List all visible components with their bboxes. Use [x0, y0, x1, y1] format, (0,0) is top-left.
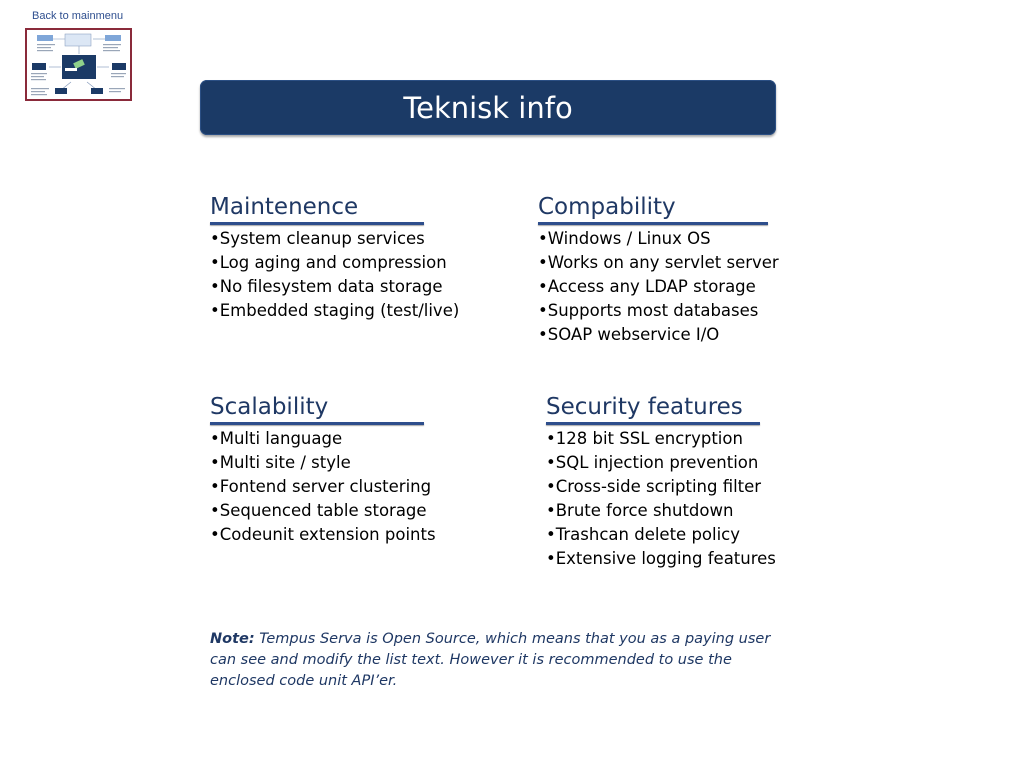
section-heading: Security features [546, 394, 743, 420]
list-item: •Extensive logging features [546, 549, 776, 568]
heading-underline [210, 222, 424, 225]
section-maintenence [210, 193, 459, 323]
list-item: •Fontend server clustering [210, 477, 432, 496]
list-item: •Trashcan delete policy [546, 525, 741, 544]
list-item: •Works on any servlet server [538, 253, 779, 272]
list-item: •Windows / Linux OS [538, 229, 711, 248]
list-item: •Access any LDAP storage [538, 277, 756, 296]
list-item: •Log aging and compression [210, 253, 447, 272]
note-label: Note: [210, 631, 255, 647]
section-heading: Maintenence [210, 194, 359, 220]
feature-list [210, 227, 459, 323]
back-to-mainmenu-link[interactable]: Back to mainmenu [32, 10, 124, 22]
list-item: •Codeunit extension points [210, 525, 436, 544]
feature-list [546, 427, 776, 571]
mainmenu-thumbnail[interactable] [25, 28, 132, 101]
section-scalability [210, 393, 436, 547]
feature-list [210, 427, 436, 547]
heading-underline [210, 422, 424, 425]
note-text: Tempus Serva is Open Source, which means that you as a paying user can see and modify the list text. However it is recommended to use the enclosed code unit API’er. [210, 631, 771, 689]
list-item: •128 bit SSL encryption [546, 429, 743, 448]
list-item: •Cross-side scripting filter [546, 477, 762, 496]
list-item: •Supports most databases [538, 301, 759, 320]
diagram-thumbnail-image [27, 30, 130, 99]
list-item: •SOAP webservice I/O [538, 325, 720, 344]
list-item: •SQL injection prevention [546, 453, 759, 472]
section-heading: Scalability [210, 394, 329, 420]
heading-underline [546, 422, 760, 425]
list-item: •Multi language [210, 429, 343, 448]
list-item: •Multi site / style [210, 453, 351, 472]
section-heading: Compability [538, 194, 676, 220]
list-item: •Brute force shutdown [546, 501, 734, 520]
page-title: Teknisk info [403, 90, 573, 125]
list-item: •No filesystem data storage [210, 277, 443, 296]
list-item: •System cleanup services [210, 229, 425, 248]
section-security-features [546, 393, 776, 571]
heading-underline [538, 222, 768, 225]
feature-list [538, 227, 779, 347]
title-banner [200, 80, 776, 135]
list-item: •Sequenced table storage [210, 501, 427, 520]
note-paragraph [210, 629, 785, 692]
section-compability [538, 193, 779, 347]
list-item: •Embedded staging (test/live) [210, 301, 460, 320]
